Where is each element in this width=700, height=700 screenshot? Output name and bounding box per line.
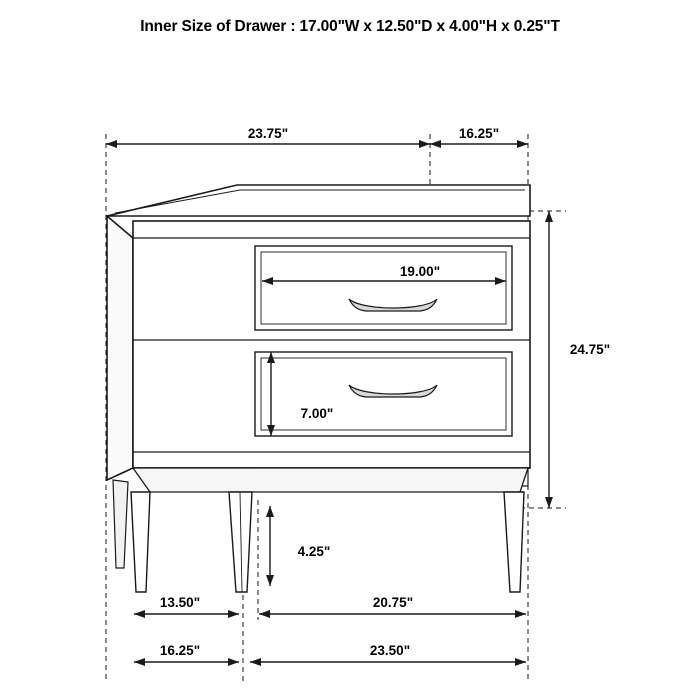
leg-front-right bbox=[504, 492, 524, 592]
bottom-dimension-lines bbox=[134, 658, 526, 666]
dim-leg-height: 4.25" bbox=[297, 544, 331, 559]
dim-drawer-width: 19.00" bbox=[399, 264, 441, 279]
leg-rear-left bbox=[113, 480, 128, 568]
dim-drawer-height: 7.00" bbox=[300, 406, 334, 421]
dim-base-right: 20.75" bbox=[372, 595, 414, 610]
dim-bottom-left: 16.25" bbox=[159, 643, 201, 658]
cabinet-left-side bbox=[107, 216, 133, 480]
leg-front-left bbox=[131, 492, 150, 592]
cabinet-apron bbox=[133, 468, 528, 492]
top-dimension-lines bbox=[106, 140, 528, 148]
page-title: Inner Size of Drawer : 17.00"W x 12.50"D x 4.00"H x 0.25"T bbox=[140, 18, 560, 35]
dim-bottom-right: 23.50" bbox=[369, 643, 411, 658]
overall-height-dimension bbox=[545, 211, 553, 508]
mid-bottom-dimension-lines bbox=[134, 610, 526, 618]
dim-overall-height: 24.75" bbox=[569, 342, 611, 357]
leg-height-dimension bbox=[266, 506, 274, 586]
nightstand-illustration bbox=[107, 185, 530, 592]
dim-top-right: 16.25" bbox=[458, 126, 500, 141]
dim-base-left: 13.50" bbox=[159, 595, 201, 610]
dim-top-left: 23.75" bbox=[247, 126, 289, 141]
